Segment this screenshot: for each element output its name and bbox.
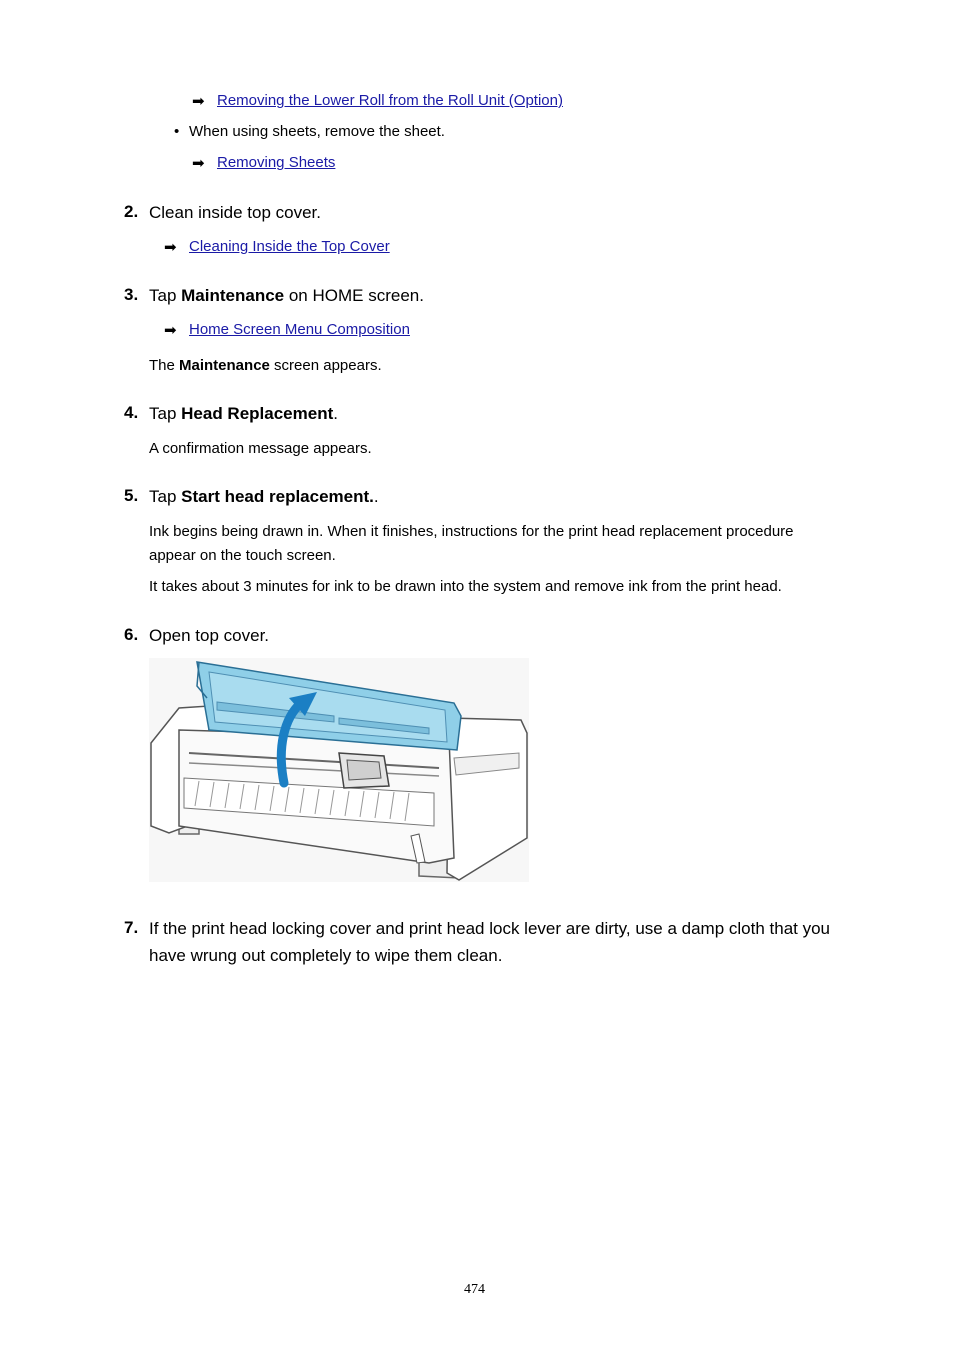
link-removing-lower-roll[interactable]: Removing the Lower Roll from the Roll Unit (Option) xyxy=(217,92,563,109)
bullet-icon: • xyxy=(174,123,180,140)
step-3-note: The Maintenance screen appears. xyxy=(149,357,382,374)
page-number: 474 xyxy=(464,1282,485,1297)
arrow-right-icon: ➡ xyxy=(192,155,205,172)
step-number: 2. xyxy=(124,202,139,221)
step-4-note: A confirmation message appears. xyxy=(149,440,372,457)
step-7-text: If the print head locking cover and print head lock lever are dirty, use a damp cloth that you have wrung out completely to wipe them clean. xyxy=(149,919,831,965)
printer-open-cover-illustration xyxy=(149,658,529,882)
step-5-text: Tap Start head replacement.. xyxy=(149,487,379,506)
step-4-text: Tap Head Replacement. xyxy=(149,404,338,423)
step-6-text: Open top cover. xyxy=(149,626,270,645)
link-removing-sheets[interactable]: Removing Sheets xyxy=(217,154,336,171)
step-number: 3. xyxy=(124,285,139,304)
step-number: 4. xyxy=(124,403,139,422)
step-3-text: Tap Maintenance on HOME screen. xyxy=(149,286,424,305)
step-2-text: Clean inside top cover. xyxy=(149,203,321,222)
step-number: 7. xyxy=(124,918,139,937)
step-number: 5. xyxy=(124,486,139,505)
step-5-note-1: Ink begins being drawn in. When it finishes, instructions for the print head replacement procedure appear on the touch screen. xyxy=(149,523,794,564)
step-5-note-2: It takes about 3 minutes for ink to be drawn into the system and remove ink from the print head. xyxy=(149,578,782,595)
link-cleaning-top-cover[interactable]: Cleaning Inside the Top Cover xyxy=(189,238,390,255)
arrow-right-icon: ➡ xyxy=(164,322,177,339)
link-home-screen-menu[interactable]: Home Screen Menu Composition xyxy=(189,321,410,338)
arrow-right-icon: ➡ xyxy=(192,93,205,110)
step-number: 6. xyxy=(124,625,139,644)
arrow-right-icon: ➡ xyxy=(164,239,177,256)
sheets-bullet-text: When using sheets, remove the sheet. xyxy=(189,123,445,140)
